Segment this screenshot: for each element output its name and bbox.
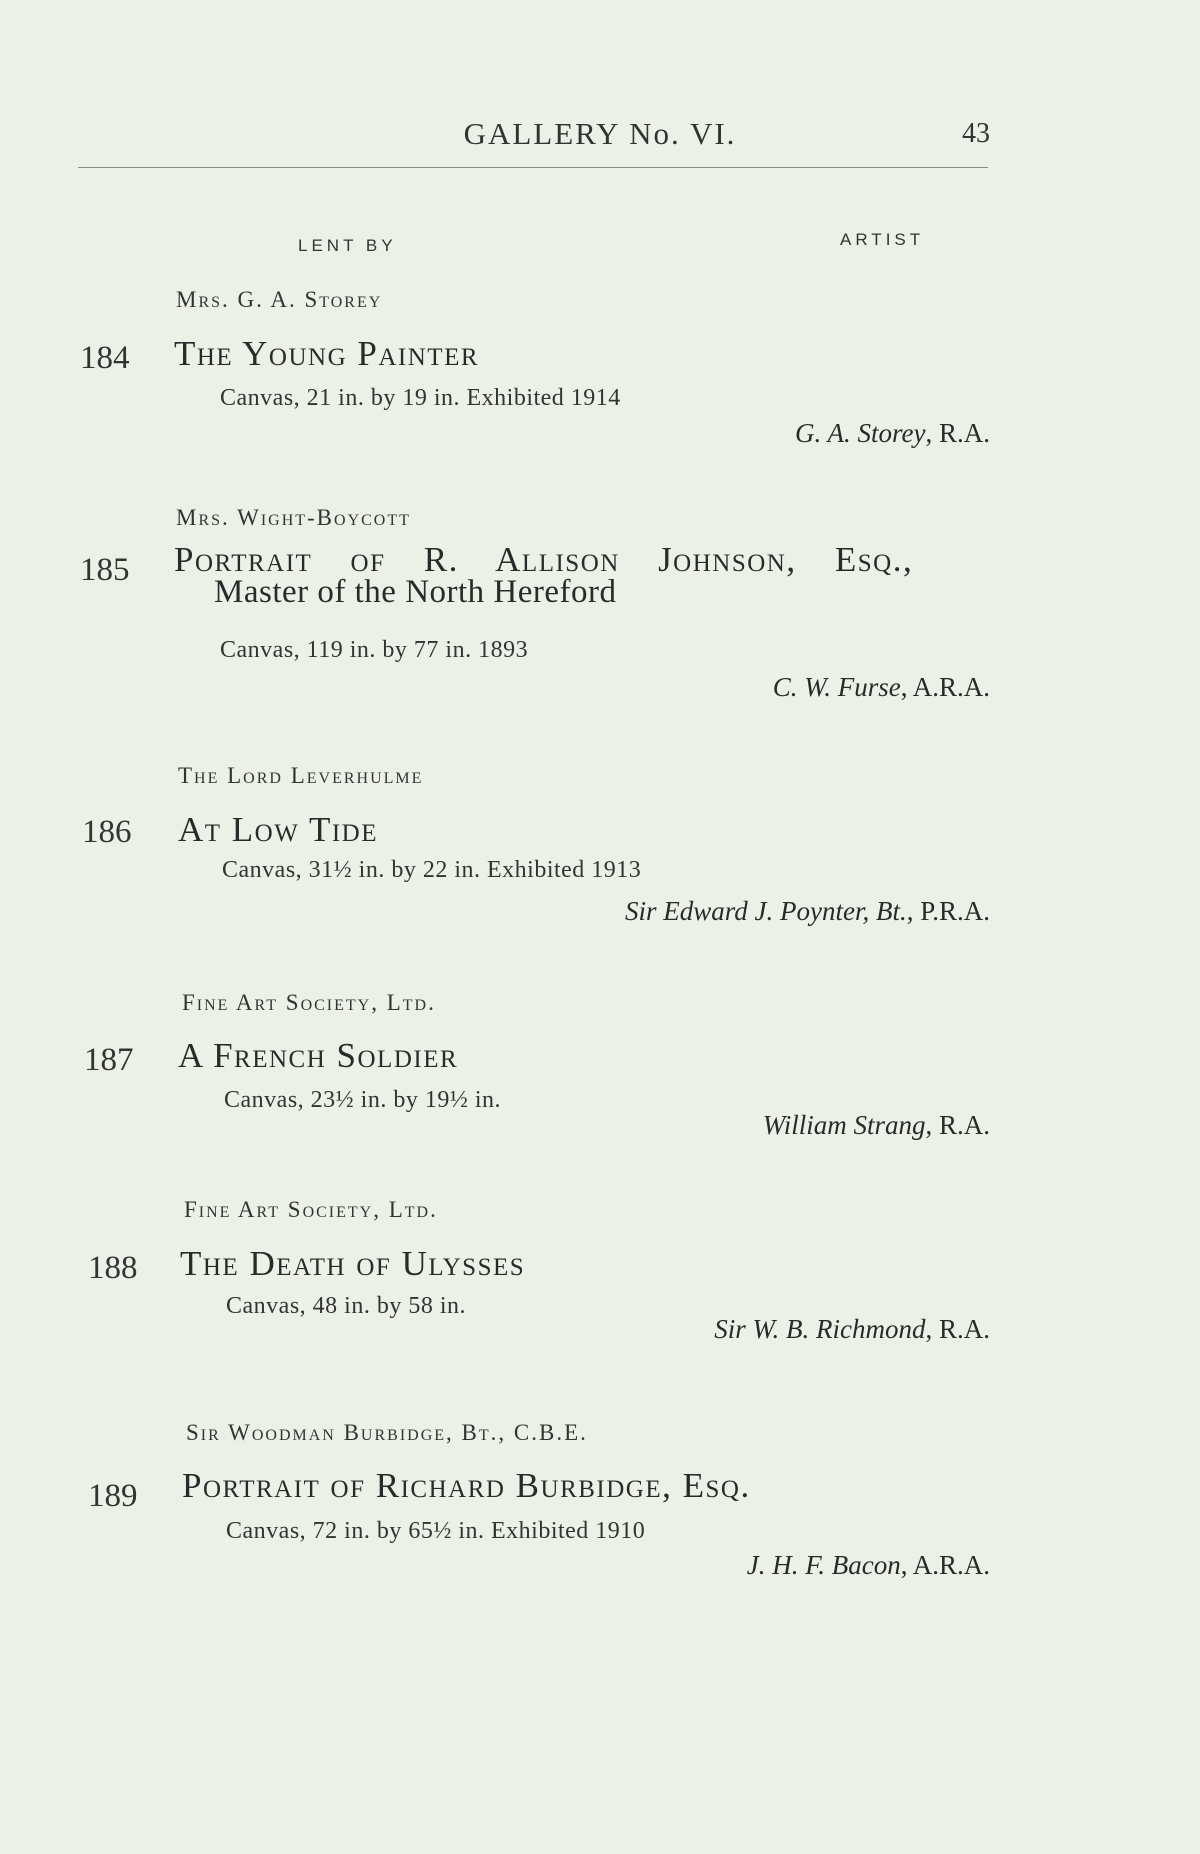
running-head xyxy=(0,110,1200,150)
artist-suffix: , A.R.A. xyxy=(900,1550,990,1580)
catalogue-number: 186 xyxy=(82,814,132,850)
catalogue-number: 187 xyxy=(84,1042,134,1078)
lender: Fine Art Society, Ltd. xyxy=(182,990,436,1015)
artist-name: Sir Edward J. Poynter, Bt. xyxy=(624,896,907,926)
artist-credit xyxy=(747,1550,990,1581)
page-number: 43 xyxy=(962,118,990,149)
work-title: The Death of Ulysses xyxy=(180,1244,526,1283)
artist-name: Sir W. B. Richmond xyxy=(714,1314,926,1344)
lender: Fine Art Society, Ltd. xyxy=(184,1197,438,1222)
lender: Mrs. G. A. Storey xyxy=(176,287,383,312)
artist-suffix: , P.R.A. xyxy=(906,896,990,926)
lender: Sir Woodman Burbidge, Bt., C.B.E. xyxy=(186,1420,588,1445)
work-title: Portrait of Richard Burbidge, Esq. xyxy=(182,1466,751,1505)
lender: Mrs. Wight-Boycott xyxy=(176,505,411,530)
artist-credit xyxy=(625,896,990,927)
work-details: Canvas, 72 in. by 65½ in. Exhibited 1910 xyxy=(226,1518,646,1544)
column-heading-lent-by: LENT BY xyxy=(298,236,397,255)
artist-suffix: , R.A. xyxy=(925,1314,990,1344)
page-title: GALLERY No. VI. xyxy=(463,116,737,151)
catalogue-number: 185 xyxy=(80,552,130,588)
work-title: The Young Painter xyxy=(174,334,480,373)
artist-suffix: , R.A. xyxy=(925,1110,990,1140)
work-details: Canvas, 23½ in. by 19½ in. xyxy=(224,1087,501,1113)
work-details: Canvas, 48 in. by 58 in. xyxy=(226,1293,466,1319)
lender: The Lord Leverhulme xyxy=(178,763,424,788)
artist-suffix: , R.A. xyxy=(925,418,990,448)
artist-credit xyxy=(714,1314,990,1345)
artist-credit xyxy=(795,418,990,449)
artist-name: C. W. Furse xyxy=(772,672,901,702)
catalogue-number: 184 xyxy=(80,340,130,376)
work-title: Portrait of R. Allison Johnson, Esq., xyxy=(174,540,914,579)
artist-name: J. H. F. Bacon xyxy=(746,1550,901,1580)
artist-name: G. A. Storey xyxy=(795,418,926,448)
work-details: Canvas, 31½ in. by 22 in. Exhibited 1913 xyxy=(222,857,642,883)
catalogue-number: 188 xyxy=(88,1250,138,1286)
work-title: A French Soldier xyxy=(178,1036,459,1075)
artist-credit xyxy=(773,672,990,703)
artist-credit xyxy=(763,1110,990,1141)
column-heading-artist: ARTIST xyxy=(840,230,925,249)
work-details: Canvas, 119 in. by 77 in. 1893 xyxy=(220,637,529,663)
work-subtitle: Master of the North Hereford xyxy=(214,574,617,610)
artist-name: William Strang xyxy=(762,1110,926,1140)
work-details: Canvas, 21 in. by 19 in. Exhibited 1914 xyxy=(220,385,621,411)
catalogue-number: 189 xyxy=(88,1478,138,1514)
header-rule xyxy=(78,167,988,168)
artist-suffix: , A.R.A. xyxy=(900,672,990,702)
work-title: At Low Tide xyxy=(178,810,378,849)
